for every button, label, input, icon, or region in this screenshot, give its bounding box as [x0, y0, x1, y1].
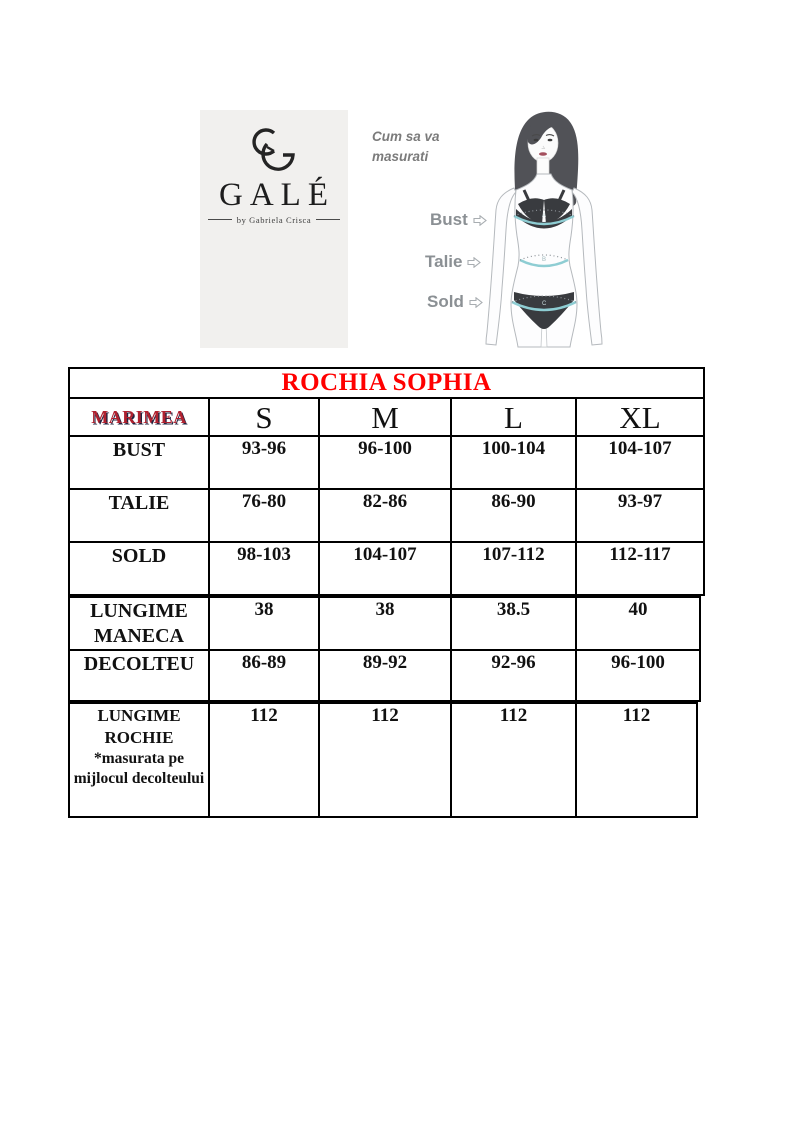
value-cell: 112: [576, 703, 697, 817]
value-cell: 112-117: [576, 542, 704, 595]
table-row: [69, 703, 697, 817]
measure-guide-heading: Cum sa va masurati: [372, 129, 440, 165]
table-row: [69, 398, 704, 436]
brand-tagline-text: by Gabriela Crisca: [236, 214, 312, 225]
woman-figure-illustration: [470, 106, 640, 348]
value-cell: 93-97: [576, 489, 704, 542]
value-cell: 82-86: [319, 489, 451, 542]
value-cell: 104-107: [319, 542, 451, 595]
value-cell: 96-100: [319, 436, 451, 489]
row-label-lungime-rochie: [69, 703, 209, 817]
brand-logo-card: [200, 110, 348, 348]
value-cell: 104-107: [576, 436, 704, 489]
row-label-decolteu: DECOLTEU: [69, 650, 209, 701]
size-table-main: [68, 367, 705, 596]
measure-label-talie-text: Talie: [425, 252, 463, 271]
measurement-figure: [470, 106, 640, 348]
table-row: [69, 542, 704, 595]
row-label-bust: BUST: [69, 436, 209, 489]
lips: [539, 152, 547, 156]
size-table-last: [68, 702, 698, 818]
value-cell: 86-89: [209, 650, 319, 701]
brand-tagline: [200, 215, 348, 225]
value-cell: 112: [319, 703, 451, 817]
table-row: [69, 597, 700, 650]
size-chart-title: ROCHIA SOPHIA: [69, 368, 704, 398]
row-label-talie: TALIE: [69, 489, 209, 542]
value-cell: 38: [209, 597, 319, 650]
row-label-lungime-maneca: LUNGIME MANECA: [69, 597, 209, 650]
table-row: [69, 436, 704, 489]
table-row: [69, 650, 700, 701]
hip-band-letter: C: [542, 301, 547, 307]
size-table-secondary: [68, 596, 701, 702]
size-chart: [68, 367, 705, 818]
value-cell: 89-92: [319, 650, 451, 701]
value-cell: 92-96: [451, 650, 576, 701]
brand-name: GALÉ: [219, 177, 335, 213]
table-row: [69, 368, 704, 398]
waist-band-letter: B: [542, 257, 547, 263]
measure-label-sold-text: Sold: [427, 292, 464, 311]
header-size-s: S: [209, 398, 319, 436]
value-cell: 112: [451, 703, 576, 817]
row-label-lungime-rochie-note: *masurata pe mijlocul decolteului: [73, 750, 205, 788]
value-cell: 112: [209, 703, 319, 817]
value-cell: 93-96: [209, 436, 319, 489]
value-cell: 40: [576, 597, 700, 650]
tagline-rule-right: [316, 219, 340, 220]
row-label-sold: SOLD: [69, 542, 209, 595]
header-marimea: MARIMEA: [69, 398, 209, 436]
value-cell: 98-103: [209, 542, 319, 595]
bust-band-letter: A: [542, 213, 547, 219]
value-cell: 100-104: [451, 436, 576, 489]
left-arm: [486, 188, 516, 345]
header-size-l: L: [451, 398, 576, 436]
value-cell: 107-112: [451, 542, 576, 595]
value-cell: 76-80: [209, 489, 319, 542]
tagline-rule-left: [208, 219, 232, 220]
measure-label-bust-text: Bust: [430, 210, 468, 229]
right-arm: [572, 188, 602, 345]
header-size-xl: XL: [576, 398, 704, 436]
value-cell: 38: [319, 597, 451, 650]
value-cell: 96-100: [576, 650, 700, 701]
row-label-lungime-rochie-text: LUNGIME ROCHIE: [97, 706, 181, 748]
header-size-m: M: [319, 398, 451, 436]
table-row: [69, 489, 704, 542]
value-cell: 86-90: [451, 489, 576, 542]
brand-monogram-icon: [241, 124, 307, 178]
value-cell: 38.5: [451, 597, 576, 650]
